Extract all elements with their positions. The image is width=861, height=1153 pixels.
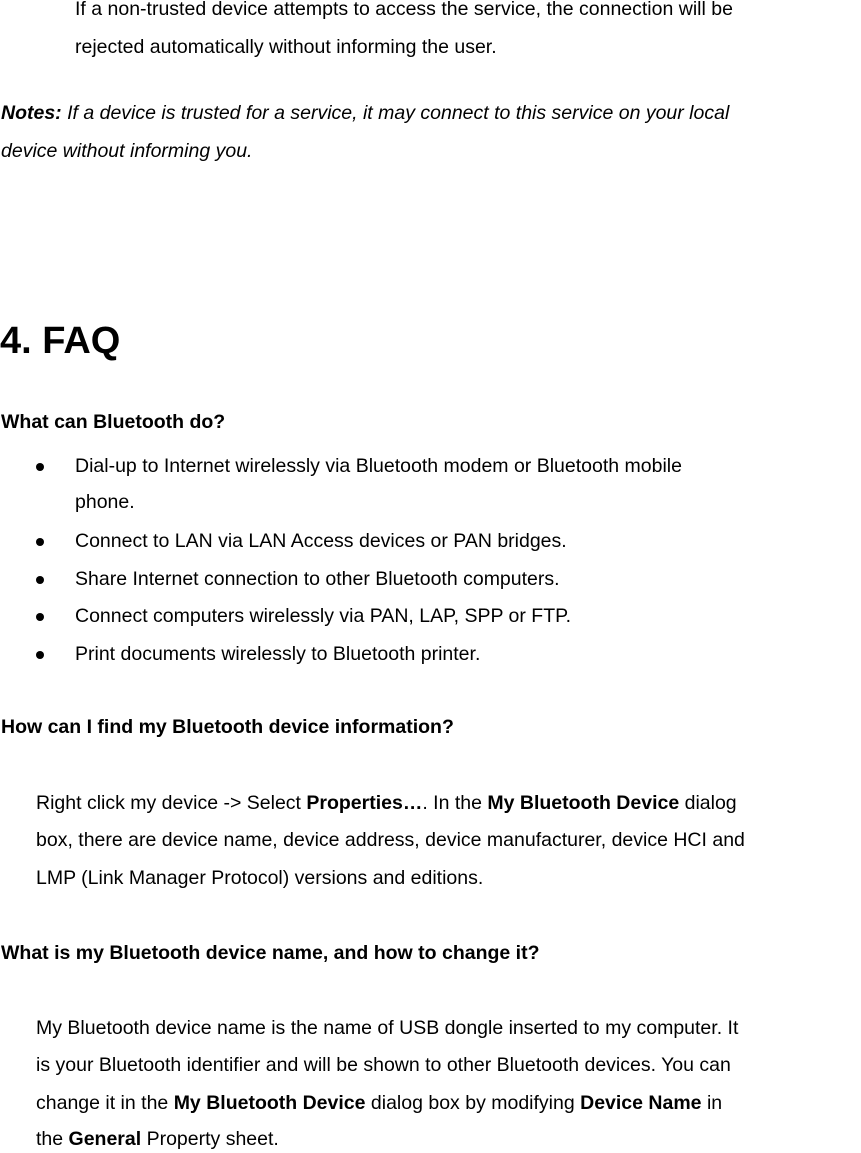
intro-line-1: If a non-trusted device attempts to access the service, the connection will be [75, 0, 733, 20]
bullet-dot-1 [36, 463, 44, 471]
faq3-answer-line-1: My Bluetooth device name is the name of USB dongle inserted to my computer. It [36, 1017, 739, 1039]
faq3-answer-line-2: is your Bluetooth identifier and will be shown to other Bluetooth devices. You can [36, 1054, 731, 1076]
faq2-text-a: Right click my device -> Select [36, 792, 307, 814]
faq3-device-name: Device Name [580, 1092, 702, 1114]
faq3-answer-line-3 [36, 1091, 722, 1115]
faq2-answer-line-1 [36, 791, 737, 815]
notes-line-1 [1, 101, 729, 125]
faq2-dialog-name: My Bluetooth Device [487, 792, 680, 814]
notes-label: Notes: [1, 102, 62, 124]
bullet-dot-3 [36, 576, 44, 584]
faq3-text-c: dialog box by modifying [365, 1092, 581, 1114]
faq2-properties: Properties… [306, 792, 423, 814]
faq3-general: General [68, 1128, 142, 1150]
faq-question-1: What can Bluetooth do? [1, 411, 226, 433]
faq-question-3: What is my Bluetooth device name, and how to change it? [1, 942, 540, 964]
faq3-text-4c: Property sheet. [141, 1128, 279, 1150]
notes-text-1: If a device is trusted for a service, it may connect to this service on your local [61, 102, 730, 124]
faq3-text-e: in [701, 1092, 723, 1114]
faq3-text-a: change it in the [36, 1092, 174, 1114]
faq3-text-4a: the [36, 1128, 69, 1150]
bullet-dot-4 [36, 613, 44, 621]
section-heading: 4. FAQ [0, 320, 121, 362]
bullet-text-2: Connect to LAN via LAN Access devices or PAN bridges. [75, 530, 567, 552]
bullet-dot-5 [36, 651, 44, 659]
faq2-answer-line-2: box, there are device name, device address, device manufacturer, device HCI and [36, 829, 745, 851]
bullet-text-5: Print documents wirelessly to Bluetooth printer. [75, 643, 481, 665]
faq3-dialog-name: My Bluetooth Device [173, 1092, 366, 1114]
bullet-dot-2 [36, 538, 44, 546]
bullet-text-1-cont: phone. [75, 491, 135, 513]
bullet-text-3: Share Internet connection to other Bluetooth computers. [75, 568, 560, 590]
faq-question-2: How can I find my Bluetooth device information? [1, 716, 454, 738]
faq3-answer-line-4 [36, 1127, 279, 1151]
faq2-text-e: dialog [679, 792, 737, 814]
bullet-text-4: Connect computers wirelessly via PAN, LAP, SPP or FTP. [75, 605, 572, 627]
notes-line-2: device without informing you. [1, 140, 253, 162]
faq2-text-c: . In the [422, 792, 488, 814]
faq2-answer-line-3: LMP (Link Manager Protocol) versions and editions. [36, 867, 484, 889]
intro-line-2: rejected automatically without informing the user. [75, 36, 497, 58]
bullet-text-1: Dial-up to Internet wirelessly via Bluetooth modem or Bluetooth mobile [75, 455, 682, 477]
